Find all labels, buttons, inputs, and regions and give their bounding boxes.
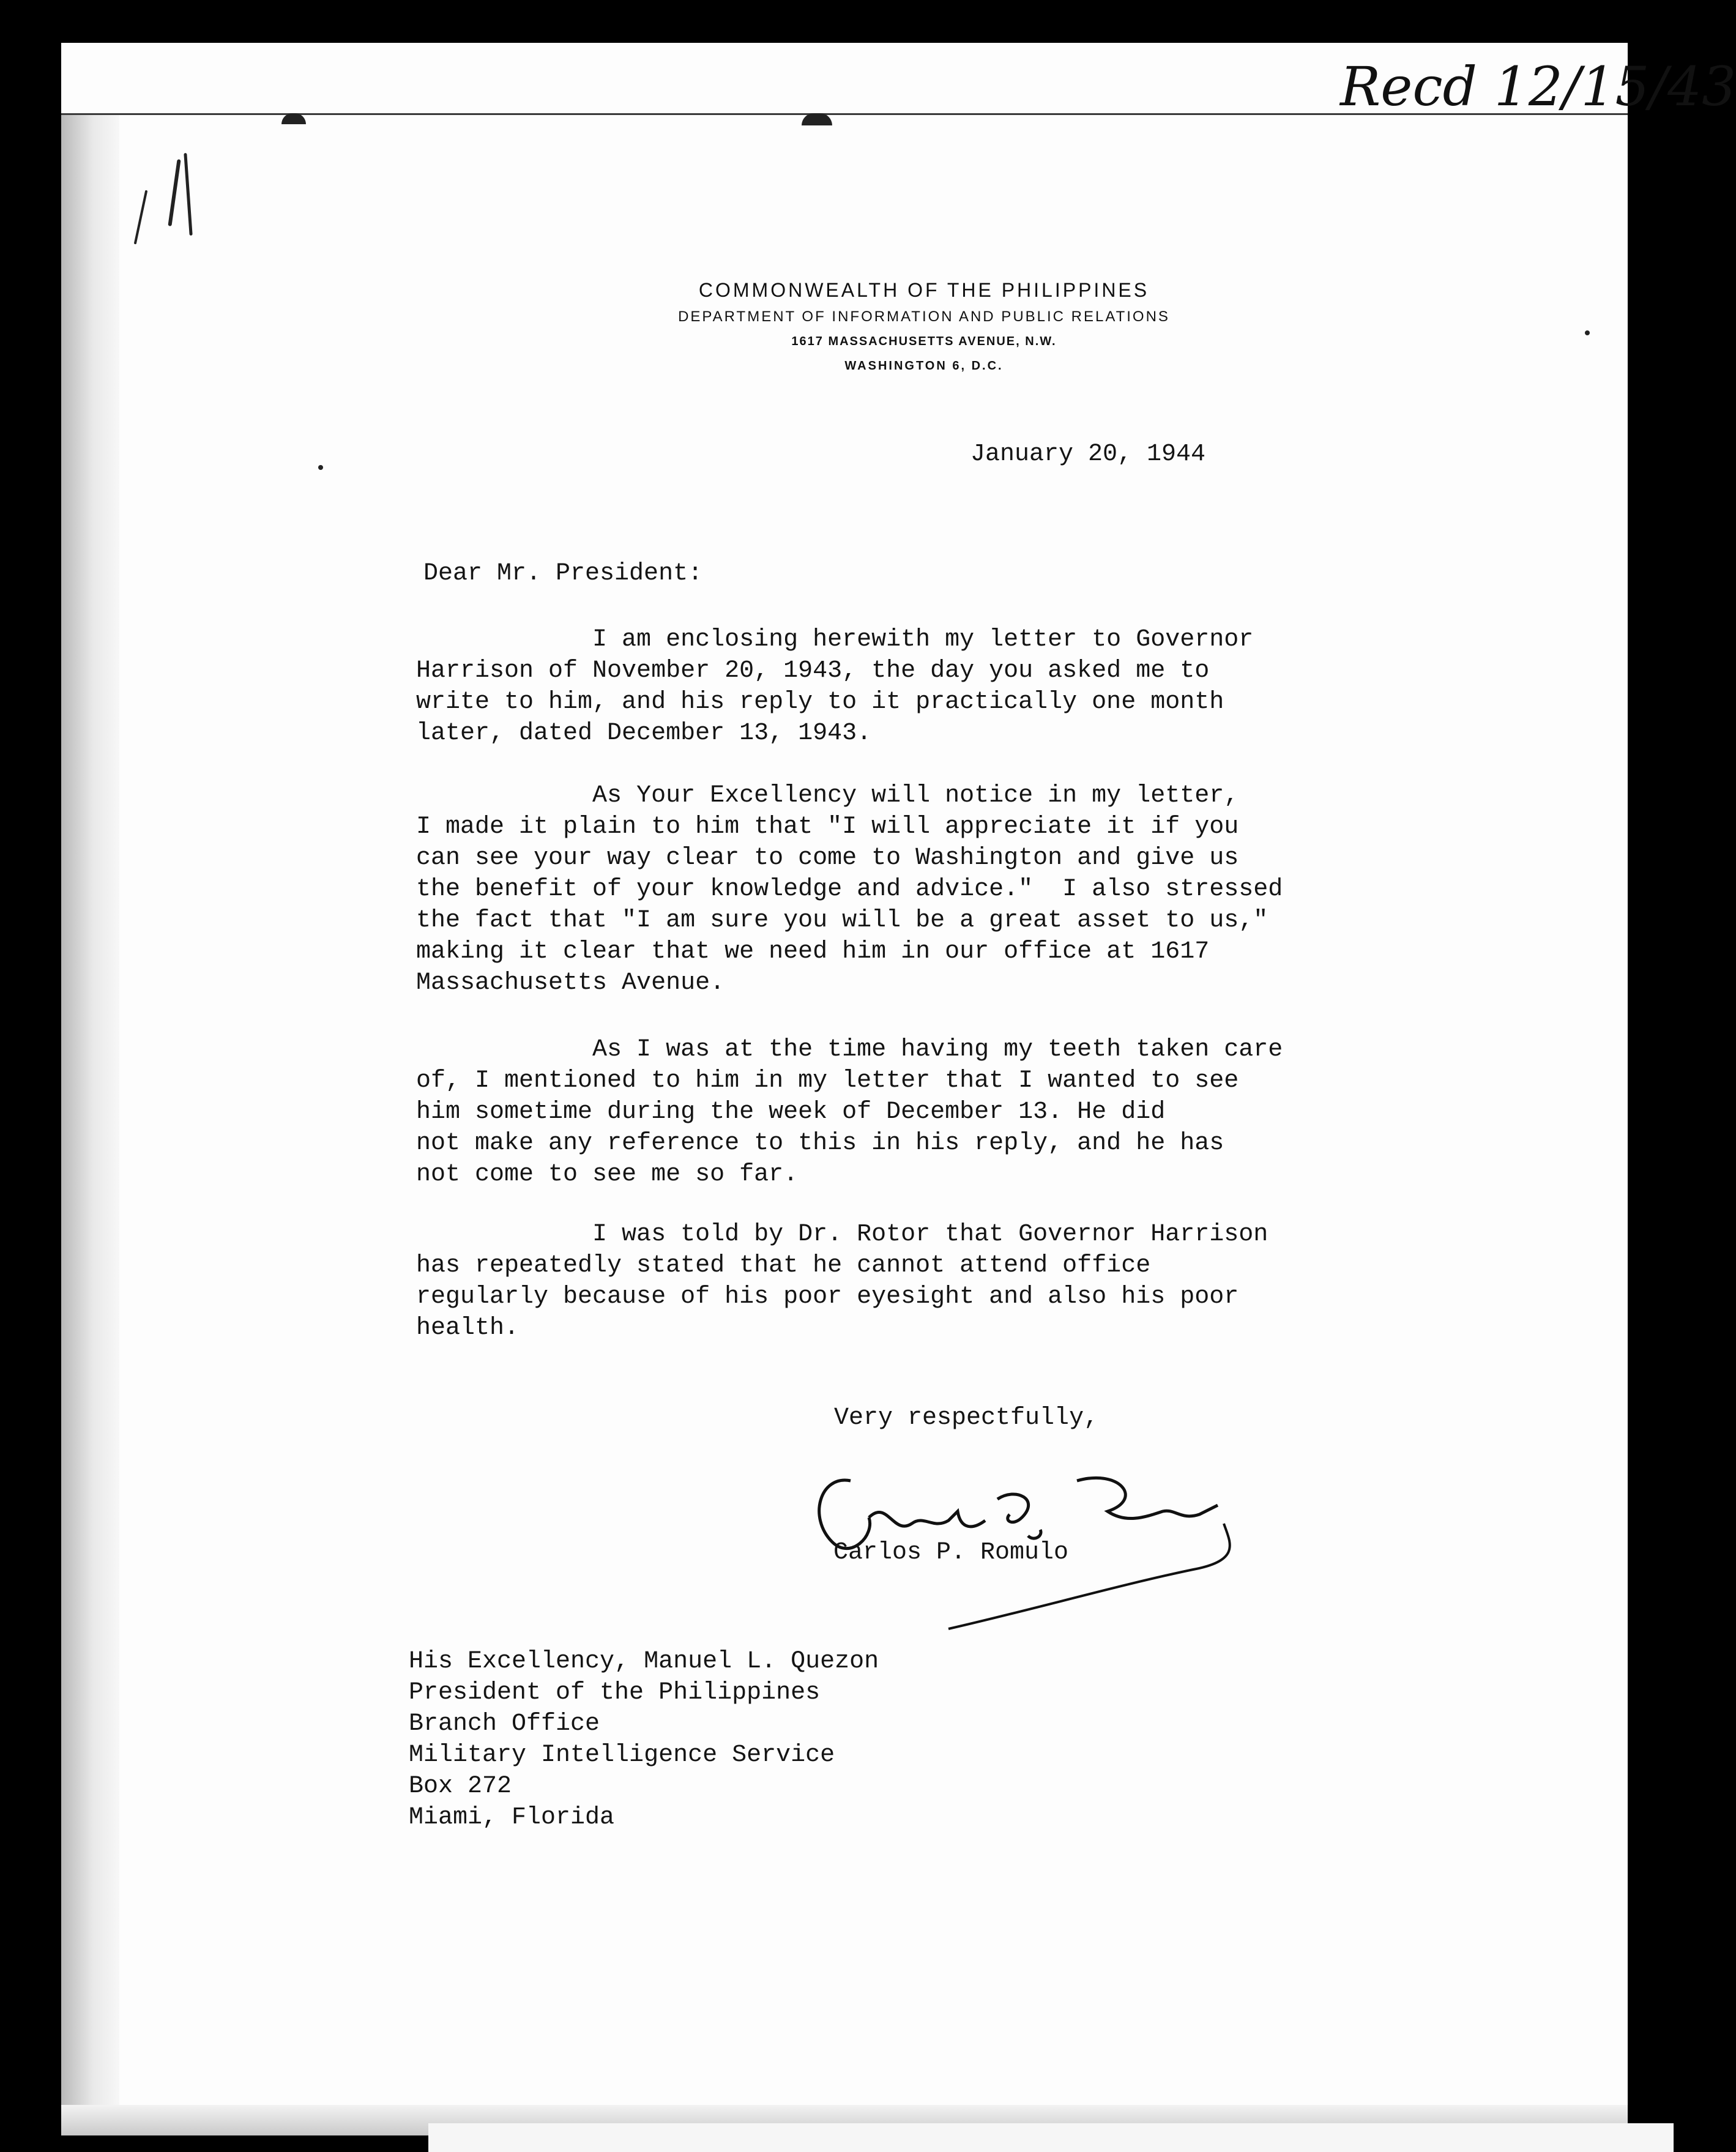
salutation: Dear Mr. President: xyxy=(423,560,703,587)
letterhead-title: COMMONWEALTH OF THE PHILIPPINES xyxy=(698,279,1150,301)
address-line: Box 272 xyxy=(409,1773,512,1800)
dot-mark xyxy=(318,465,323,470)
dot-mark xyxy=(1585,330,1590,335)
scratch-mark xyxy=(134,190,148,245)
letterhead-address: 1617 MASSACHUSETTS AVENUE, N.W. xyxy=(791,335,1057,348)
letter-date: January 20, 1944 xyxy=(970,441,1206,468)
letterhead-city: WASHINGTON 6, D.C. xyxy=(844,359,1004,373)
address-line: Military Intelligence Service xyxy=(409,1741,835,1769)
letterhead xyxy=(600,275,1248,378)
closing: Very respectfully, xyxy=(834,1404,1099,1432)
address-line: Branch Office xyxy=(409,1710,600,1738)
address-line: His Excellency, Manuel L. Quezon xyxy=(409,1648,879,1675)
underlying-sheet-tab xyxy=(428,2123,1674,2152)
punch-mark xyxy=(802,113,832,125)
typed-signature-name: Carlos P. Romulo xyxy=(833,1539,1069,1566)
paragraph: I was told by Dr. Rotor that Governor Harrison has repeatedly stated that he cannot attend office regularly because of his poor eyesight and also his poor health. xyxy=(416,1221,1268,1342)
paragraph: I am enclosing herewith my letter to Governor Harrison of November 20, 1943, the day you asked me to write to him, and his reply to it practically one month later, dated December 13, 1943. xyxy=(416,626,1254,747)
letterhead-department: DEPARTMENT OF INFORMATION AND PUBLIC RELATIONS xyxy=(678,308,1170,325)
received-date-note: Recd 12/15/43 xyxy=(1340,55,1736,118)
paragraph: As I was at the time having my teeth taken care of, I mentioned to him in my letter that I wanted to see him sometime during the week of December 13. He did not make any reference to this in his reply, and he has not come to see me so far. xyxy=(416,1036,1283,1188)
page-margin-shadow xyxy=(61,115,119,2134)
address-line: Miami, Florida xyxy=(409,1804,615,1831)
scratch-mark xyxy=(168,159,181,226)
scratch-mark xyxy=(184,153,192,236)
letter-page xyxy=(61,43,1736,2135)
address-line: President of the Philippines xyxy=(409,1679,821,1707)
recipient-address xyxy=(409,1646,879,1833)
paragraph: As Your Excellency will notice in my letter, I made it plain to him that "I will appreciate it if you can see your way clear to come to Washington and give us the benefit of your knowledge and advice." I also stressed the fact that "I am sure you will be a great asset to us," making it clear that we need him in our office at 1617 Massachusetts Avenue. xyxy=(416,782,1283,997)
